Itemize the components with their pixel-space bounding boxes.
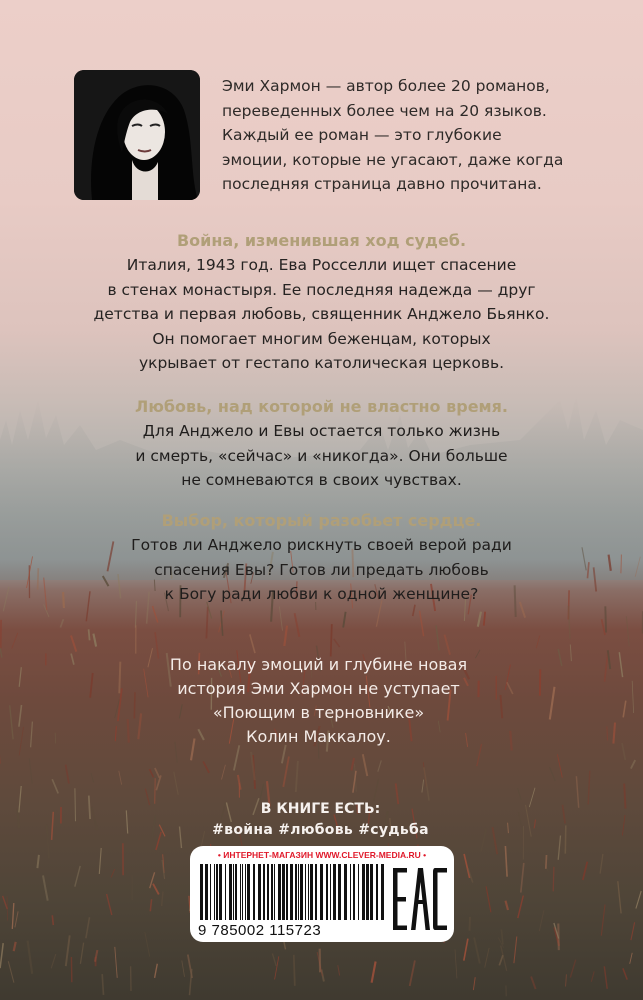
section-choice bbox=[0, 509, 643, 607]
author-bio-line: последняя страница давно прочитана. bbox=[222, 175, 542, 193]
section-war-text bbox=[0, 253, 643, 376]
section-love-line: не сомневаются в своих чувствах. bbox=[181, 471, 462, 489]
quote-line: По накалу эмоций и глубине новая bbox=[169, 655, 468, 674]
section-choice-text bbox=[0, 533, 643, 607]
author-bio-line: переведенных более чем на 20 языков. bbox=[222, 101, 547, 120]
section-war-line: Он помогает многим беженцам, которых bbox=[152, 329, 491, 348]
shop-url: • ИНТЕРНЕТ-МАГАЗИН WWW.CLEVER-MEDIA.RU • bbox=[217, 850, 427, 860]
isbn-barcode bbox=[200, 864, 386, 922]
section-love bbox=[0, 395, 643, 493]
hashtags-title: В КНИГЕ ЕСТЬ: bbox=[260, 801, 381, 817]
section-choice-line: к Богу ради любви к одной женщине? bbox=[164, 585, 479, 603]
author-portrait-image bbox=[74, 70, 200, 200]
author-photo bbox=[74, 70, 200, 200]
author-bio-line: эмоции, которые не угасают, даже когда bbox=[222, 150, 564, 169]
section-war-line: Италия, 1943 год. Ева Росселли ищет спасение bbox=[126, 256, 517, 274]
section-choice-line: Готов ли Анджело рискнуть своей верой ради bbox=[131, 536, 512, 554]
quote-text bbox=[0, 653, 640, 749]
section-choice-line: спасения Евы? Готов ли предать любовь bbox=[154, 560, 489, 579]
hashtags-list: #война #любовь #судьба bbox=[212, 822, 429, 838]
author-bio-line: Каждый ее роман — это глубокие bbox=[222, 126, 502, 144]
quote-block bbox=[0, 653, 640, 749]
author-bio-line: Эми Хармон — автор более 20 романов, bbox=[222, 77, 550, 95]
hashtags-block bbox=[0, 799, 642, 841]
quote-line: «Поющим в терновнике» bbox=[212, 703, 425, 722]
section-love-line: Для Анджело и Евы остается только жизнь bbox=[142, 422, 501, 440]
section-war-heading: Война, изменившая ход судеб. bbox=[176, 231, 467, 250]
eac-mark-icon bbox=[393, 866, 447, 932]
section-war-line: в стенах монастыря. Ее последняя надежда — друг bbox=[107, 280, 536, 299]
section-war-line: укрывает от гестапо католическая церковь. bbox=[138, 354, 505, 372]
section-war-line: детства и первая любовь, священник Анджело Бьянко. bbox=[93, 305, 550, 323]
quote-line: Колин Маккалоу. bbox=[246, 727, 391, 746]
section-choice-heading: Выбор, который разобьет сердце. bbox=[161, 511, 482, 530]
section-war bbox=[0, 229, 643, 376]
quote-line: история Эми Хармон не уступает bbox=[177, 679, 460, 698]
barcode-panel bbox=[190, 846, 454, 942]
author-bio bbox=[222, 74, 632, 197]
section-love-heading: Любовь, над которой не властно время. bbox=[135, 397, 508, 416]
section-love-text bbox=[0, 419, 643, 493]
isbn-digits: 9 785002 115723 bbox=[198, 922, 322, 939]
section-love-line: и смерть, «сейчас» и «никогда». Они больше bbox=[135, 446, 508, 465]
